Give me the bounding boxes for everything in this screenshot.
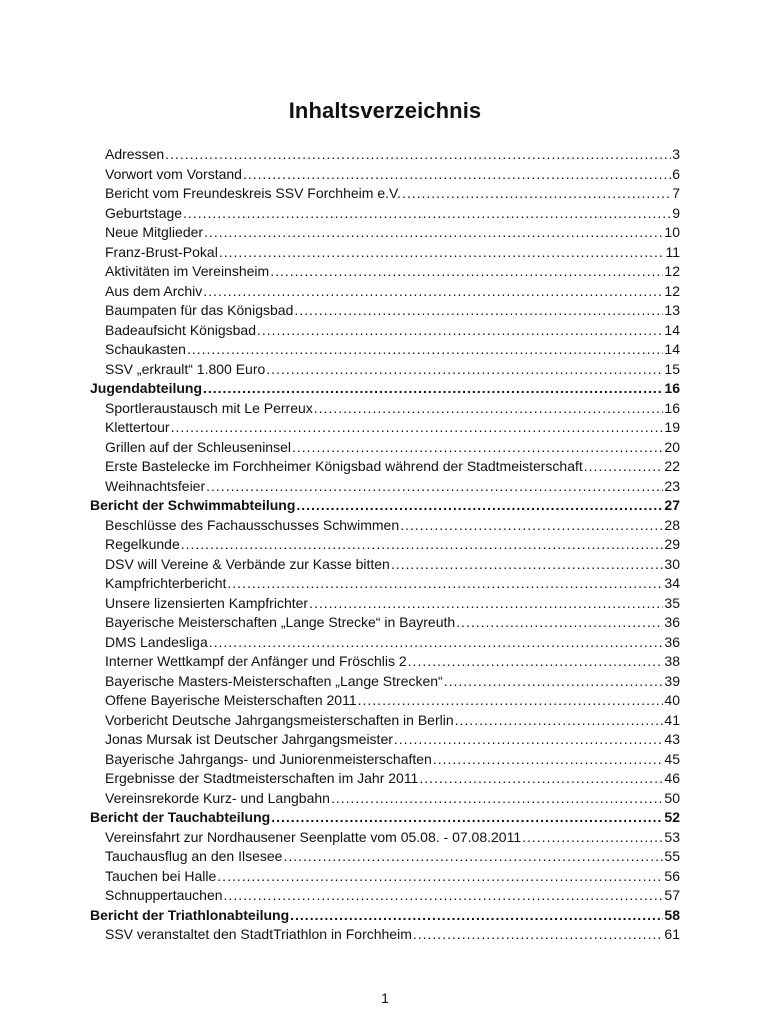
- toc-dot-leader: [165, 145, 671, 165]
- toc-entry[interactable]: [90, 594, 680, 614]
- toc-dot-leader: [257, 321, 663, 341]
- toc-entry-page: 56: [664, 867, 680, 884]
- toc-entry-title: Jugendabteilung: [90, 380, 202, 396]
- toc-entry[interactable]: [90, 652, 680, 672]
- toc-section-entry[interactable]: [90, 906, 680, 926]
- toc-entry-title: Vorbericht Deutsche Jahrgangsmeisterschaften in Berlin: [105, 711, 454, 728]
- toc-entry[interactable]: [90, 165, 680, 185]
- toc-entry-page: 14: [664, 321, 680, 338]
- toc-entry-page: 36: [664, 633, 680, 650]
- toc-entry[interactable]: [90, 360, 680, 380]
- toc-entry-page: 38: [664, 653, 680, 669]
- toc-dot-leader: [219, 243, 665, 263]
- toc-entry-page: 29: [664, 536, 680, 552]
- toc-entry-title: Adressen: [105, 146, 165, 162]
- toc-dot-leader: [391, 555, 664, 575]
- toc-dot-leader: [171, 418, 664, 438]
- toc-dot-leader: [243, 165, 671, 185]
- toc-dot-leader: [183, 204, 671, 224]
- toc-entry[interactable]: [90, 477, 680, 497]
- toc-dot-leader: [292, 438, 663, 458]
- toc-entry[interactable]: [90, 633, 680, 653]
- toc-entry-page: 19: [664, 419, 680, 435]
- toc-entry-title: Tauchen bei Halle: [105, 867, 217, 884]
- toc-entry-title: DMS Landesliga: [105, 633, 208, 650]
- toc-dot-leader: [209, 633, 664, 653]
- toc-entry[interactable]: [90, 847, 680, 867]
- toc-entry-page: 58: [664, 906, 680, 923]
- toc-entry-page: 12: [664, 282, 680, 299]
- page-title: Inhaltsverzeichnis: [288, 98, 482, 123]
- toc-entry[interactable]: [90, 204, 680, 224]
- toc-entry-page: 11: [665, 243, 680, 260]
- toc-entry-page: 43: [664, 731, 680, 747]
- toc-dot-leader: [314, 399, 664, 419]
- toc-entry-page: 50: [664, 789, 680, 806]
- toc-entry[interactable]: [90, 555, 680, 575]
- toc-dot-leader: [270, 262, 663, 282]
- toc-dot-leader: [217, 867, 663, 887]
- toc-entry-title: Baumpaten für das Königsbad: [105, 302, 294, 318]
- toc-entry-title: Vorwort vom Vorstand: [105, 165, 242, 182]
- toc-entry[interactable]: [90, 418, 680, 438]
- toc-entry-page: 35: [664, 594, 680, 611]
- toc-entry-title: Bericht der Triathlonabteilung: [90, 906, 290, 923]
- toc-entry-title: Aus dem Archiv: [105, 282, 203, 299]
- toc-entry[interactable]: [90, 145, 680, 165]
- toc-dot-leader: [204, 223, 663, 243]
- toc-dot-leader: [309, 594, 663, 614]
- toc-entry-page: 40: [664, 692, 680, 708]
- toc-dot-leader: [224, 886, 664, 906]
- toc-entry[interactable]: [90, 691, 680, 711]
- toc-dot-leader: [433, 750, 664, 770]
- toc-dot-leader: [394, 730, 664, 750]
- toc-dot-leader: [331, 789, 663, 809]
- toc-entry-title: Bericht der Tauchabteilung: [90, 809, 271, 825]
- toc-dot-leader: [358, 691, 664, 711]
- toc-entry-page: 57: [664, 887, 680, 903]
- toc-entry-title: Jonas Mursak ist Deutscher Jahrgangsmeister: [105, 731, 393, 747]
- toc-entry-title: Offene Bayerische Meisterschaften 2011: [105, 692, 357, 708]
- toc-entry-title: Bayerische Jahrgangs- und Juniorenmeisterschaften: [105, 750, 432, 767]
- toc-entry[interactable]: [90, 711, 680, 731]
- toc-dot-leader: [444, 672, 664, 692]
- toc-entry-page: 36: [664, 614, 680, 630]
- toc-entry[interactable]: [90, 340, 680, 360]
- toc-dot-leader: [271, 808, 663, 828]
- toc-entry-title: Bayerische Meisterschaften „Lange Strecke“ in Bayreuth: [105, 614, 456, 630]
- toc-entry-title: Erste Bastelecke im Forchheimer Königsbad während der Stadtmeisterschaft: [105, 458, 583, 474]
- toc-entry[interactable]: [90, 399, 680, 419]
- toc-dot-leader: [584, 457, 664, 477]
- toc-dot-leader: [413, 925, 664, 945]
- toc-entry-page: 28: [664, 516, 680, 533]
- toc-entry-page: 22: [664, 458, 680, 474]
- toc-entry[interactable]: [90, 886, 680, 906]
- toc-entry-title: Ergebnisse der Stadtmeisterschaften im Jahr 2011: [105, 770, 419, 786]
- toc-entry[interactable]: [90, 750, 680, 770]
- toc-entry-page: 52: [664, 809, 680, 825]
- toc-entry-title: Schnuppertauchen: [105, 887, 223, 903]
- toc-dot-leader: [227, 574, 663, 594]
- toc-entry-page: 39: [664, 672, 680, 689]
- toc-entry-page: 41: [664, 711, 680, 728]
- toc-entry-title: Tauchausflug an den Ilsesee: [105, 848, 283, 864]
- toc-entry[interactable]: [90, 457, 680, 477]
- toc-entry-title: Sportleraustausch mit Le Perreux: [105, 399, 313, 416]
- toc-dot-leader: [203, 282, 663, 302]
- toc-entry[interactable]: [90, 438, 680, 458]
- toc-entry-page: 9: [672, 204, 680, 221]
- toc-entry-title: Vereinsrekorde Kurz- und Langbahn: [105, 789, 330, 806]
- toc-entry-title: Geburtstage: [105, 204, 183, 221]
- toc-entry-page: 16: [664, 399, 680, 416]
- toc-entry-page: 10: [664, 224, 680, 240]
- toc-dot-leader: [266, 360, 663, 380]
- toc-entry-page: 53: [664, 828, 680, 845]
- toc-dot-leader: [290, 906, 663, 926]
- toc-entry-page: 7: [672, 185, 680, 201]
- toc-dot-leader: [455, 711, 664, 731]
- toc-entry-title: Bericht der Schwimmabteilung: [90, 497, 296, 513]
- toc-entry-title: Bericht vom Freundeskreis SSV Forchheim e.V.: [105, 185, 401, 201]
- toc-entry[interactable]: [90, 789, 680, 809]
- toc-entry-page: 30: [664, 555, 680, 572]
- toc-entry-page: 46: [664, 770, 680, 786]
- toc-entry[interactable]: [90, 516, 680, 536]
- toc-dot-leader: [294, 301, 663, 321]
- page-number: 1: [381, 990, 389, 1006]
- toc-entry-title: Bayerische Masters-Meisterschaften „Lange Strecken“: [105, 672, 443, 689]
- toc-entry[interactable]: [90, 730, 680, 750]
- toc-entry-title: Weihnachtsfeier: [105, 477, 206, 494]
- toc-entry-title: SSV „erkrault“ 1.800 Euro: [105, 360, 266, 377]
- toc-entry[interactable]: [90, 535, 680, 555]
- toc-entry-title: Aktivitäten im Vereinsheim: [105, 263, 270, 279]
- toc-entry-title: Badeaufsicht Königsbad: [105, 321, 256, 338]
- toc-entry-title: Kampfrichterbericht: [105, 575, 227, 591]
- toc-entry-title: Regelkunde: [105, 536, 180, 552]
- toc-entry[interactable]: [90, 925, 680, 945]
- toc-entry-page: 20: [664, 438, 680, 455]
- toc-entry-page: 3: [672, 146, 680, 162]
- toc-dot-leader: [283, 847, 663, 867]
- toc-dot-leader: [187, 340, 663, 360]
- toc-entry-title: Neue Mitglieder: [105, 224, 204, 240]
- toc-section-entry[interactable]: [90, 808, 680, 828]
- toc-section-entry[interactable]: [90, 379, 680, 399]
- toc-entry-title: Klettertour: [105, 419, 170, 435]
- toc-dot-leader: [456, 613, 663, 633]
- toc-dot-leader: [181, 535, 664, 555]
- toc-entry-title: Vereinsfahrt zur Nordhausener Seenplatte vom 05.08. - 07.08.2011: [105, 828, 522, 845]
- toc-dot-leader: [400, 516, 663, 536]
- toc-dot-leader: [296, 496, 663, 516]
- toc-entry-page: 13: [664, 302, 680, 318]
- toc-entry[interactable]: [90, 867, 680, 887]
- toc-entry-page: 27: [664, 497, 680, 513]
- toc-entry-page: 12: [664, 263, 680, 279]
- toc-entry[interactable]: [90, 262, 680, 282]
- toc-entry-title: DSV will Vereine & Verbände zur Kasse bitten: [105, 555, 390, 572]
- toc-entry[interactable]: [90, 574, 680, 594]
- toc-entry-page: 16: [664, 380, 680, 396]
- toc-dot-leader: [408, 652, 664, 672]
- toc-entry[interactable]: [90, 828, 680, 848]
- toc-entry-page: 14: [664, 341, 680, 357]
- toc-entry[interactable]: [90, 223, 680, 243]
- toc-entry-title: Beschlüsse des Fachausschusses Schwimmen: [105, 516, 400, 533]
- toc-entry-title: Franz-Brust-Pokal: [105, 243, 218, 260]
- toc-entry-title: Unsere lizensierten Kampfrichter: [105, 594, 309, 611]
- toc-entry-title: Grillen auf der Schleuseninsel: [105, 438, 291, 455]
- toc-dot-leader: [206, 477, 663, 497]
- toc-dot-leader: [419, 769, 663, 789]
- toc-entry[interactable]: [90, 613, 680, 633]
- toc-entry-title: Interner Wettkampf der Anfänger und Fröschlis 2: [105, 653, 407, 669]
- toc-entry[interactable]: [90, 243, 680, 263]
- toc-entry[interactable]: [90, 184, 680, 204]
- toc-entry-page: 23: [664, 477, 680, 494]
- toc-dot-leader: [522, 828, 663, 848]
- toc-dot-leader: [402, 184, 671, 204]
- toc-entry-page: 45: [664, 750, 680, 767]
- toc-entry-page: 61: [664, 926, 680, 942]
- toc-entry[interactable]: [90, 282, 680, 302]
- toc-entry-title: Schaukasten: [105, 341, 186, 357]
- toc-entry-page: 55: [664, 848, 680, 864]
- toc-entry[interactable]: [90, 301, 680, 321]
- toc-entry[interactable]: [90, 672, 680, 692]
- toc-section-entry[interactable]: [90, 496, 680, 516]
- toc-entry-page: 34: [664, 575, 680, 591]
- table-of-contents: [90, 145, 680, 945]
- toc-dot-leader: [203, 379, 663, 399]
- toc-entry-page: 6: [672, 165, 680, 182]
- toc-entry[interactable]: [90, 321, 680, 341]
- toc-entry-page: 15: [664, 360, 680, 377]
- toc-entry[interactable]: [90, 769, 680, 789]
- toc-entry-title: SSV veranstaltet den StadtTriathlon in Forchheim: [105, 926, 412, 942]
